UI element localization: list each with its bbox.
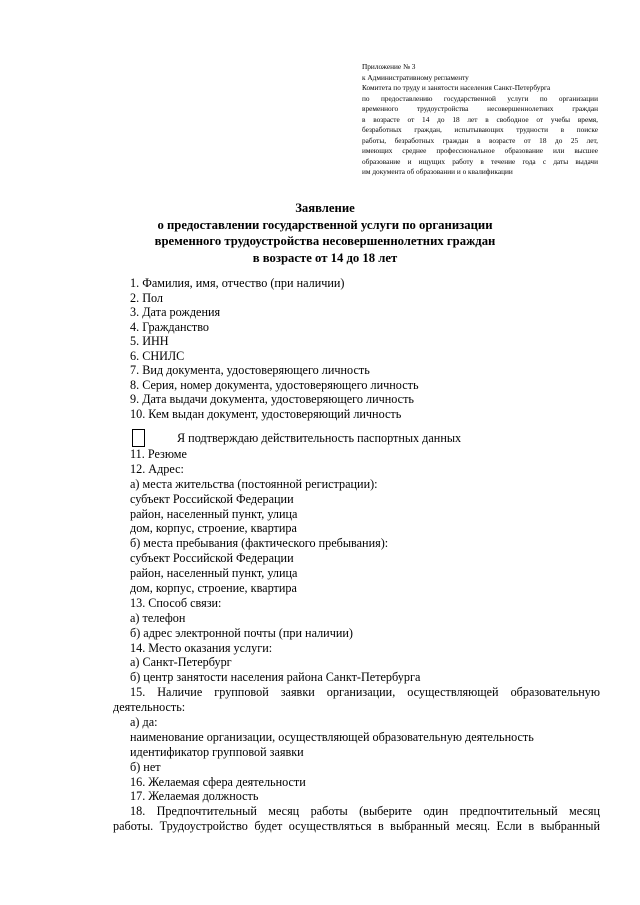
field-id-document-number: 8. Серия, номер документа, удостоверяющего личность [130,377,419,392]
field-sex: 2. Пол [130,290,164,305]
title-line: Заявление [295,201,355,215]
list-item: субъект Российской Федерации [130,551,294,566]
title-line: временного трудоустройства несовершеннолетних граждан [154,234,496,248]
field-contact-method: 13. Способ связи: [130,595,222,610]
list-item: район, населенный пункт, улица [130,566,298,581]
passport-confirm-label: Я подтверждаю действительность паспортных данных [177,431,462,445]
field-inn: 5. ИНН [130,334,169,348]
list-item: б) адрес электронной почты (при наличии) [130,625,353,640]
field-group-request: 15. Наличие групповой заявки организации, осуществляющей образовательную [130,685,600,700]
list-item: а) места жительства (постоянной регистрации): [130,476,378,491]
list-item: дом, корпус, строение, квартира [130,521,297,536]
field-preferred-month: 18. Предпочтительный месяц работы (выберите один предпочтительный месяц [130,804,600,819]
document-title [110,200,540,266]
field-preferred-month-cont: работы. Трудоустройство будет осуществляться в выбранный месяц. Если в выбранный [113,819,600,834]
appendix-line: Комитета по труду и занятости населения Санкт-Петербурга [362,83,551,92]
list-item: а) да: [130,715,158,730]
field-snils: 6. СНИЛС [130,348,185,363]
list-item: дом, корпус, строение, квартира [130,581,297,596]
application-fields [113,447,600,834]
list-item: наименование организации, осуществляющей образовательную деятельность [130,729,534,744]
field-address: 12. Адрес: [130,461,184,476]
list-item: б) центр занятости населения района Санкт-Петербурга [130,670,421,685]
list-item: субъект Российской Федерации [130,491,294,506]
field-birth-date: 3. Дата рождения [130,305,221,319]
list-item: идентификатор групповой заявки [130,744,304,759]
appendix-line: в возрасте от 14 до 18 лет в свободное от учебы время, [362,114,598,124]
field-resume: 11. Резюме [130,447,187,461]
field-id-document-type: 7. Вид документа, удостоверяющего личность [130,363,370,377]
passport-confirm-row [130,429,600,447]
appendix-line: имеющих среднее профессиональное образование или высшее [362,146,598,155]
list-item: б) места пребывания (фактического пребывания): [130,536,389,551]
appendix-line: по предоставлению государственной услуги по организации [362,93,598,103]
list-item: а) Санкт-Петербург [130,655,232,670]
appendix-note [362,62,598,178]
list-item: район, населенный пункт, улица [130,506,298,521]
list-item: а) телефон [130,610,186,625]
appendix-line: безработных граждан, испытывающих трудности в поиске [362,125,598,134]
appendix-line: образование и ищущих работу в течение года с даты выдачи [362,156,598,166]
field-full-name: 1. Фамилия, имя, отчество (при наличии) [130,276,345,290]
passport-confirm-checkbox[interactable] [132,429,145,447]
appendix-line: Приложение № 3 [362,62,416,71]
field-id-document-issuer: 10. Кем выдан документ, удостоверяющий личность [130,406,402,421]
applicant-fields [130,276,600,421]
field-desired-sphere: 16. Желаемая сфера деятельности [130,774,306,789]
appendix-line: им документа об образовании и о квалификации [362,167,513,176]
field-citizenship: 4. Гражданство [130,319,210,334]
field-desired-position: 17. Желаемая должность [130,789,259,804]
field-group-request-cont: деятельность: [113,700,186,715]
title-line: о предоставлении государственной услуги по организации [157,217,493,232]
appendix-line: временного трудоустройства несовершеннолетних граждан [362,104,598,113]
appendix-line: к Административному регламенту [362,72,469,82]
list-item: б) нет [130,759,161,774]
appendix-line: работы, безработных граждан в возрасте от 18 до 25 лет, [362,135,598,145]
field-service-location: 14. Место оказания услуги: [130,640,273,655]
field-id-document-date: 9. Дата выдачи документа, удостоверяющего личность [130,392,414,406]
title-line: в возрасте от 14 до 18 лет [252,250,398,265]
